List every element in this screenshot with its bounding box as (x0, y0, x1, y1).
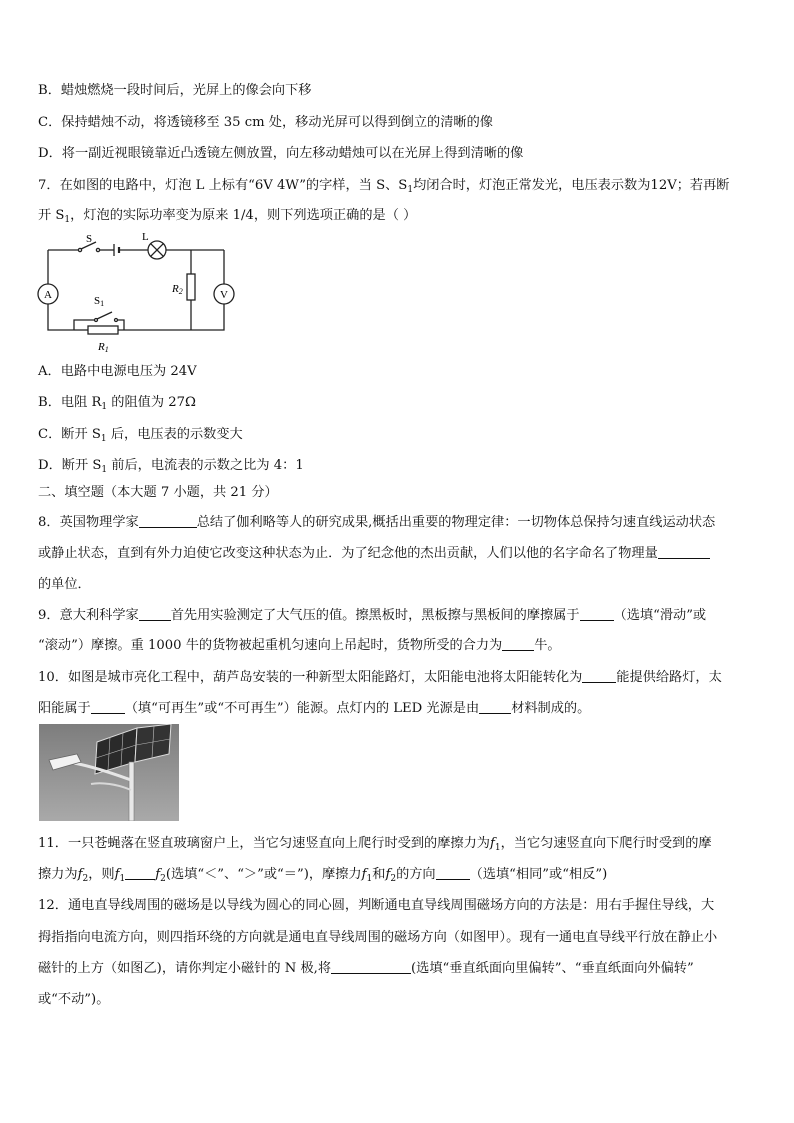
circuit-diagram (36, 232, 246, 357)
q8-line1: 8．英国物理学家 总结了伽利略等人的研究成果,概括出重要的物理定律：一切物体总保持匀速直线运动状态 (38, 515, 716, 530)
voltmeter-label: V (220, 289, 228, 301)
switch-s1-label: S1 (94, 295, 105, 308)
q12-line2: 拇指指向电流方向，则四指环绕的方向就是通电直导线周围的磁场方向（如图甲）。现有一通电直导线平行放在静止小 (38, 930, 718, 945)
q7-option-d: D．断开 $S_1$ 前后，电流表的示数之比为 4：1 (38, 458, 304, 475)
answer-blank[interactable] (479, 700, 511, 714)
answer-blank[interactable] (139, 514, 197, 528)
resistor-r2-label: R2 (172, 283, 183, 296)
lamp-l-label: L (142, 232, 149, 243)
switch-s-label: S (86, 233, 93, 245)
answer-blank[interactable] (502, 637, 534, 651)
q7-option-b: B．电阻 $R_1$ 的阻值为 27Ω (38, 395, 196, 412)
q10-line2: 阳能属于 （填“可再生”或“不可再生”）能源。点灯内的 LED 光源是由 材料制成的。 (38, 701, 591, 716)
q7-stem-line1: 7．在如图的电路中，灯泡 L 上标有“6V 4W”的字样，当 S、$S_1$均闭合时，灯泡正常发光，电压表示数为12V；若再断 (38, 178, 730, 195)
q6-option-d: D．将一副近视眼镜靠近凸透镜左侧放置，向左移动蜡烛可以在光屏上得到清晰的像 (38, 146, 524, 161)
q12-line1: 12．通电直导线周围的磁场是以导线为圆心的同心圆，判断通电直导线周围磁场方向的方法是：用右手握住导线，大 (38, 898, 715, 913)
q9-line2: “滚动”）摩擦。重 1000 牛的货物被起重机匀速向上吊起时，货物所受的合力为 牛。 (38, 638, 561, 653)
answer-blank[interactable] (582, 669, 616, 683)
q11-line1: 11．一只苍蝇落在竖直玻璃窗户上，当它匀速竖直向上爬行时受到的摩擦力为$f_1$，当它匀速竖直向下爬行时受到的摩 (38, 836, 712, 853)
q6-option-b: B．蜡烛燃烧一段时间后，光屏上的像会向下移 (38, 83, 312, 98)
q8-line2: 或静止状态，直到有外力迫使它改变这种状态为止．为了纪念他的杰出贡献，人们以他的名字命名了物理量 (38, 545, 754, 563)
q8-line3: 的单位． (38, 577, 91, 592)
q7-stem-line2: 开 $S_1$，灯泡的实际功率变为原来 1/4，则下列选项正确的是（ ） (38, 208, 417, 225)
q10-line1: 10．如图是城市亮化工程中，葫芦岛安装的一种新型太阳能路灯，太阳能电池将太阳能转化为 能提供给路灯，太 (38, 670, 722, 685)
q12-line4: 或“不动”)。 (38, 992, 110, 1007)
q9-line1: 9．意大利科学家 首先用实验测定了大气压的值。擦黑板时，黑板擦与黑板间的摩擦属于 （选填“滑动”或 (38, 608, 707, 623)
q11-line2: 擦力为$f_2$，则$f_1$ $f_2$(选填“＜”、“＞”或“＝”)，摩擦力$f_1$和$f_2$的方向 （选填“相同”或“相反”) (38, 867, 608, 884)
answer-blank[interactable] (91, 700, 125, 714)
answer-blank[interactable] (139, 607, 171, 621)
answer-blank[interactable] (436, 866, 470, 880)
q12-line3: 磁针的上方（如图乙)，请你判定小磁针的 N 极,将 (选填“垂直纸面向里偏转”、“垂直纸面向外偏转” (38, 961, 694, 976)
answer-blank[interactable] (125, 866, 155, 880)
answer-blank[interactable] (658, 545, 710, 559)
answer-blank[interactable] (331, 960, 411, 974)
solar-street-lamp-photo (39, 724, 179, 821)
q7-option-a: A．电路中电源电压为 24V (38, 364, 197, 379)
section-heading: 二、填空题（本大题 7 小题，共 21 分） (38, 485, 278, 500)
resistor-r1-label: R1 (98, 341, 109, 354)
ammeter-label: A (44, 289, 52, 301)
q6-option-c: C．保持蜡烛不动，将透镜移至 35 cm 处，移动光屏可以得到倒立的清晰的像 (38, 115, 493, 130)
answer-blank[interactable] (580, 607, 614, 621)
q7-option-c: C．断开 $S_1$ 后，电压表的示数变大 (38, 427, 243, 444)
